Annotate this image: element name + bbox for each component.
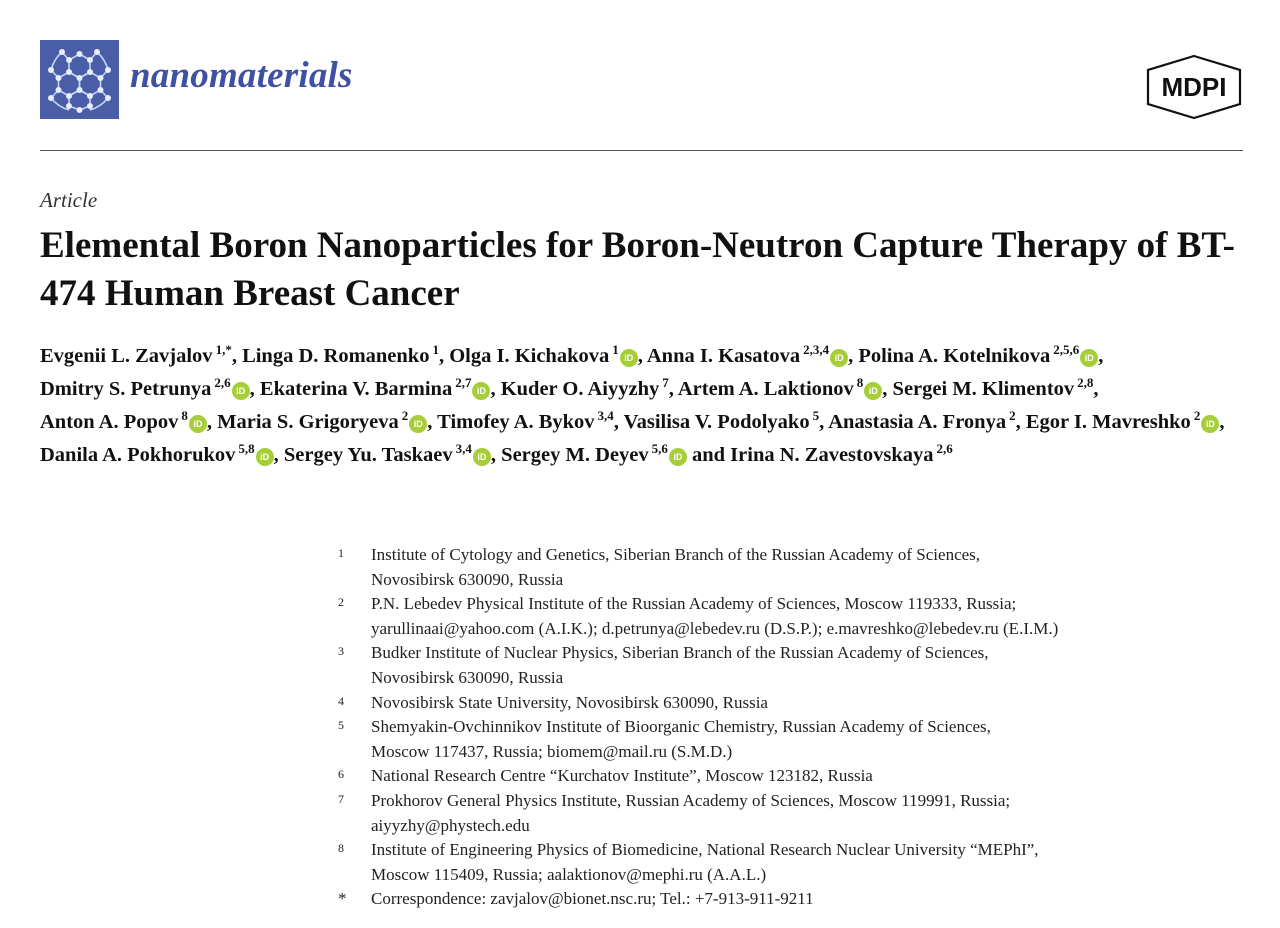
author: [623, 408, 825, 433]
author-affiliation-ref: 2,6: [936, 441, 953, 457]
affiliation-text: Budker Institute of Nuclear Physics, Siberian Branch of the Russian Academy of Sciences, Novosibirsk 630090, Russia: [371, 643, 989, 687]
affiliation-text: Institute of Engineering Physics of Biomedicine, National Research Nuclear University “MEPhI”, Moscow 115409, Russia; aalaktionov@mephi.ru (A.A.L.): [371, 840, 1039, 884]
affiliation-number: 1: [338, 546, 344, 560]
author-affiliation-ref: 3,4: [597, 408, 614, 424]
author-name: Linga D. Romanenko: [242, 345, 430, 367]
author-name: Anastasia A. Fronya: [828, 411, 1007, 433]
author-separator: ,: [273, 444, 279, 466]
author-name: Timofey A. Bykov: [437, 411, 595, 433]
orcid-icon[interactable]: iD: [669, 448, 687, 466]
author-separator: ,: [882, 378, 888, 400]
journal-name: nanomaterials: [130, 55, 353, 96]
author: [40, 375, 255, 400]
author-separator: ,: [637, 345, 643, 367]
orcid-icon[interactable]: iD: [1201, 415, 1219, 433]
author-affiliation-ref: 1: [612, 342, 619, 358]
author-name: Vasilisa V. Podolyako: [623, 411, 810, 433]
author-name: Artem A. Laktionov: [677, 378, 854, 400]
article-type: Article: [40, 188, 98, 212]
author-separator: ,: [438, 345, 445, 367]
orcid-icon[interactable]: iD: [620, 349, 638, 367]
author: [892, 375, 1099, 400]
author-affiliation-ref: 2,6: [214, 375, 231, 391]
author: [217, 408, 433, 433]
author: [730, 441, 953, 466]
orcid-icon[interactable]: iD: [472, 382, 490, 400]
author-affiliation-ref: 2,7: [455, 375, 472, 391]
affiliation-item: [338, 887, 1238, 912]
orcid-icon[interactable]: iD: [189, 415, 207, 433]
author: [500, 375, 674, 400]
author-name: Dmitry S. Petrunya: [40, 378, 212, 400]
mdpi-logo-icon: [1145, 54, 1243, 120]
affiliation-number: 5: [338, 718, 344, 733]
affiliation-item: [338, 838, 1238, 887]
affiliation-text: Shemyakin-Ovchinnikov Institute of Bioorganic Chemistry, Russian Academy of Sciences, Moscow 117437, Russia; biomem@mail.ru (S.M.D.): [371, 717, 991, 761]
author-affiliation-ref: 2: [401, 408, 409, 424]
author-separator: ,: [490, 378, 496, 400]
affiliation-number: 2: [338, 595, 344, 610]
publisher-name: MDPI: [1161, 72, 1227, 102]
author-separator: ,: [1093, 378, 1099, 400]
author-separator: ,: [1219, 411, 1225, 433]
author: [828, 408, 1021, 433]
article-title: Elemental Boron Nanoparticles for Boron-Neutron Capture Therapy of BT-474 Human Breast Cancer: [40, 225, 1236, 314]
author-name: Egor I. Mavreshko: [1025, 411, 1191, 433]
affiliation-text: National Research Centre “Kurchatov Institute”, Moscow 123182, Russia: [371, 766, 873, 786]
affiliation-number: 6: [338, 767, 344, 782]
author-separator: ,: [490, 444, 497, 466]
header-divider: [40, 150, 1243, 151]
author-name: Sergey Yu. Taskaev: [283, 444, 453, 466]
author-name: Danila A. Pokhorukov: [40, 444, 236, 466]
affiliation-text: Institute of Cytology and Genetics, Siberian Branch of the Russian Academy of Sciences, Novosibirsk 630090, Russia: [371, 545, 981, 589]
author-separator: ,: [1015, 411, 1021, 433]
author: [858, 342, 1104, 367]
author-affiliation-ref: 8: [181, 408, 188, 424]
author-affiliation-ref: 5,6: [651, 441, 668, 457]
author-separator: ,: [1098, 345, 1104, 367]
affiliation-text: Correspondence: zavjalov@bionet.nsc.ru; Tel.: +7-913-911-9211: [371, 889, 814, 909]
author-name: Evgenii L. Zavjalov: [40, 345, 213, 367]
affiliation-number: 4: [338, 693, 344, 708]
orcid-icon[interactable]: iD: [1080, 349, 1098, 367]
author: [40, 408, 213, 433]
author-separator: ,: [613, 411, 619, 433]
affiliation-text: P.N. Lebedev Physical Institute of the Russian Academy of Sciences, Moscow 119333, Russia; yarullinaai@yahoo.com (A.I.K.); d.petrunya@lebedev.ru (D.S.P.); e.mavreshko@lebedev.ru (E.I.M.): [371, 594, 1059, 638]
orcid-icon[interactable]: iD: [409, 415, 427, 433]
affiliation-list: [338, 543, 1238, 912]
nanomaterials-logo-icon: [40, 40, 119, 119]
author-name: Olga I. Kichakova: [449, 345, 610, 367]
author-affiliation-ref: 8: [856, 375, 864, 391]
author: [677, 375, 888, 400]
author: [40, 441, 279, 466]
author-name: Irina N. Zavestovskaya: [730, 444, 934, 466]
author-separator: ,: [848, 345, 854, 367]
affiliation-number: 3: [338, 644, 344, 659]
author: [437, 408, 619, 433]
author-name: Sergey M. Deyev: [501, 444, 649, 466]
affiliation-number: 8: [338, 841, 344, 856]
orcid-icon[interactable]: iD: [232, 382, 250, 400]
author: [501, 441, 726, 466]
author-separator: ,: [668, 378, 674, 400]
author-name: Anna I. Kasatova: [646, 345, 801, 367]
author-separator: ,: [231, 345, 237, 367]
author-separator: ,: [206, 411, 213, 433]
author-affiliation-ref: 2: [1009, 408, 1016, 424]
affiliation-item: [338, 764, 1238, 789]
affiliation-item: [338, 543, 1238, 592]
author-separator: ,: [427, 411, 433, 433]
author-name: Maria S. Grigoryeva: [217, 411, 399, 433]
author-name: Kuder O. Aiyyzhy: [500, 378, 660, 400]
author-separator: ,: [819, 411, 825, 433]
author: [242, 342, 445, 367]
orcid-icon[interactable]: iD: [256, 448, 274, 466]
author: [646, 342, 854, 367]
affiliation-item: [338, 592, 1238, 641]
affiliation-number: 7: [338, 791, 344, 806]
author-name: Polina A. Kotelnikova: [858, 345, 1051, 367]
orcid-icon[interactable]: iD: [864, 382, 882, 400]
author-affiliation-ref: 5,8: [238, 441, 255, 457]
author-affiliation-ref: 2: [1193, 408, 1201, 424]
affiliation-text: Prokhorov General Physics Institute, Russian Academy of Sciences, Moscow 119991, Russia; aiyyzhy@phystech.edu: [371, 790, 1011, 835]
author-affiliation-ref: 1,*: [215, 342, 232, 358]
author-affiliation-ref: 2,8: [1077, 375, 1094, 391]
author-list: [40, 340, 1260, 472]
author-affiliation-ref: 2,3,4: [803, 342, 830, 358]
author: [259, 375, 496, 400]
author-affiliation-ref: 1: [432, 342, 439, 358]
author-name: Ekaterina V. Barmina: [259, 378, 453, 400]
author: [283, 441, 497, 466]
affiliation-item: [338, 715, 1238, 764]
orcid-icon[interactable]: iD: [830, 349, 848, 367]
author-affiliation-ref: 7: [662, 375, 669, 391]
author-affiliation-ref: 5: [812, 408, 820, 424]
author: [449, 342, 643, 367]
journal-header: [40, 40, 1243, 120]
affiliation-item: [338, 691, 1238, 716]
orcid-icon[interactable]: iD: [473, 448, 491, 466]
author: [40, 342, 237, 367]
author-name: Sergei M. Klimentov: [892, 378, 1075, 400]
author-affiliation-ref: 2,5,6: [1053, 342, 1080, 358]
author-separator: and: [686, 444, 726, 466]
author-name: Anton A. Popov: [40, 411, 179, 433]
author: [1025, 408, 1225, 433]
author-separator: ,: [249, 378, 255, 400]
affiliation-item: [338, 789, 1238, 838]
affiliation-number: *: [338, 889, 347, 909]
affiliation-text: Novosibirsk State University, Novosibirsk 630090, Russia: [371, 692, 768, 712]
affiliation-item: [338, 641, 1238, 690]
author-affiliation-ref: 3,4: [455, 441, 472, 457]
